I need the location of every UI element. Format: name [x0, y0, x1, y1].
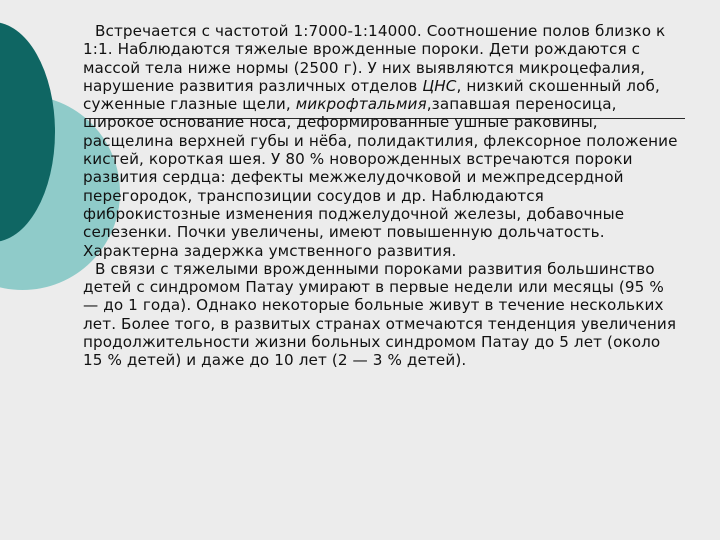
body-text — [83, 22, 683, 370]
paragraph-1-part-2: , низкий скошенный лоб, суженные глазные щели, — [83, 76, 660, 114]
paragraph-1-italic-microphthalmia: микрофтальмия — [295, 95, 427, 114]
paragraph-2: В связи с тяжелыми врожденными пороками развития большинство детей с синдромом Патау умирают в первые недели или месяцы (95 % — до 1 года). Однако некоторые больные живут в течение нескольких лет. Более того, в развитых странах отмечаются тенденция увеличения продолжительности жизни больных синдромом Патау до 5 лет (около 15 % детей) и даже до 10 лет (2 — 3 % детей). — [83, 259, 677, 370]
paragraph-1-part-1: Встречается с частотой 1:7000-1:14000. Соотношение полов близко к 1:1. Наблюдаются тяжелые врожденные пороки. Дети рождаются с массой тела ниже нормы (2500 г). У них выявляются микроцефалия, нарушение развития различных отделов — [83, 22, 666, 95]
paragraph-1-italic-cns: ЦНС — [422, 76, 457, 95]
paragraph-1 — [83, 22, 683, 260]
paragraph-1-part-3: ,запавшая переносица, широкое основание носа, деформированные ушные раковины, расщелина верхней губы и нёба, полидактилия, флексорное положение кистей, короткая шея. У 80 % новорожденных встречаются пороки развития сердца: дефекты межжелудочковой и межпредсердной перегородок, транспозиции сосудов и др. Наблюдаются фиброкистозные изменения поджелудочной железы, добавочные селезенки. Почки увеличены, имеют повышенную дольчатость. Характерна задержка умственного развития. — [83, 95, 678, 260]
